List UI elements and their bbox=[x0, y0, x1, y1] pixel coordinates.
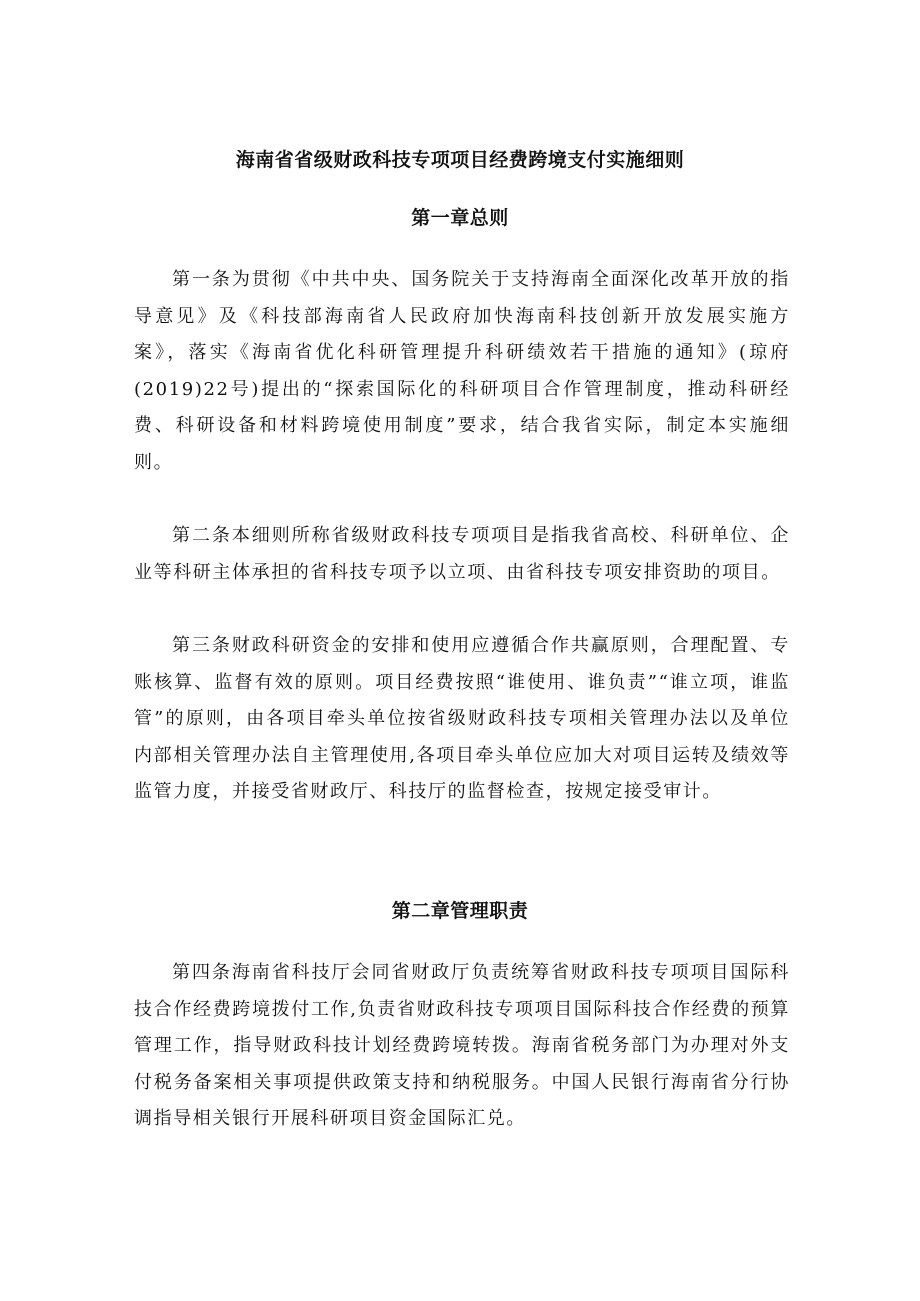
article-2-paragraph: 第二条本细则所称省级财政科技专项项目是指我省高校、科研单位、企业等科研主体承担的省科技专项予以立项、由省科技专项安排资助的项目。 bbox=[134, 525, 790, 583]
article-4-paragraph: 第四条海南省科技厅会同省财政厅负责统筹省财政科技专项项目国际科技合作经费跨境拨付工作,负责省财政科技专项项目国际科技合作经费的预算管理工作，指导财政科技计划经费跨境转拨。海南省税务部门为办理对外支付税务备案相关事项提供政策支持和纳税服务。中国人民银行海南省分行协调指导相关银行开展科研项目资金国际汇兑。 bbox=[134, 962, 790, 1129]
article-1-paragraph: 第一条为贯彻《中共中央、国务院关于支持海南全面深化改革开放的指导意见》及《科技部海南省人民政府加快海南科技创新开放发展实施方案》，落实《海南省优化科研管理提升科研绩效若干措施的通知》(琼府(2019)22号)提出的“探索国际化的科研项目合作管理制度，推动科研经费、科研设备和材料跨境使用制度”要求，结合我省实际，制定本实施细则。 bbox=[134, 269, 790, 473]
article-3-paragraph: 第三条财政科研资金的安排和使用应遵循合作共赢原则，合理配置、专账核算、监督有效的原则。项目经费按照“谁使用、谁负责”“谁立项，谁监管”的原则，由各项目牵头单位按省级财政科技专项相关管理办法以及单位内部相关管理办法自主管理使用,各项目牵头单位应加大对项目运转及绩效等监管力度，并接受省财政厅、科技厅的监督检查，按规定接受审计。 bbox=[134, 635, 790, 802]
chapter-1-heading: 第一章总则 bbox=[411, 207, 509, 229]
chapter-2-heading: 第二章管理职责 bbox=[391, 900, 529, 922]
document-title: 海南省省级财政科技专项项目经费跨境支付实施细则 bbox=[235, 149, 685, 171]
